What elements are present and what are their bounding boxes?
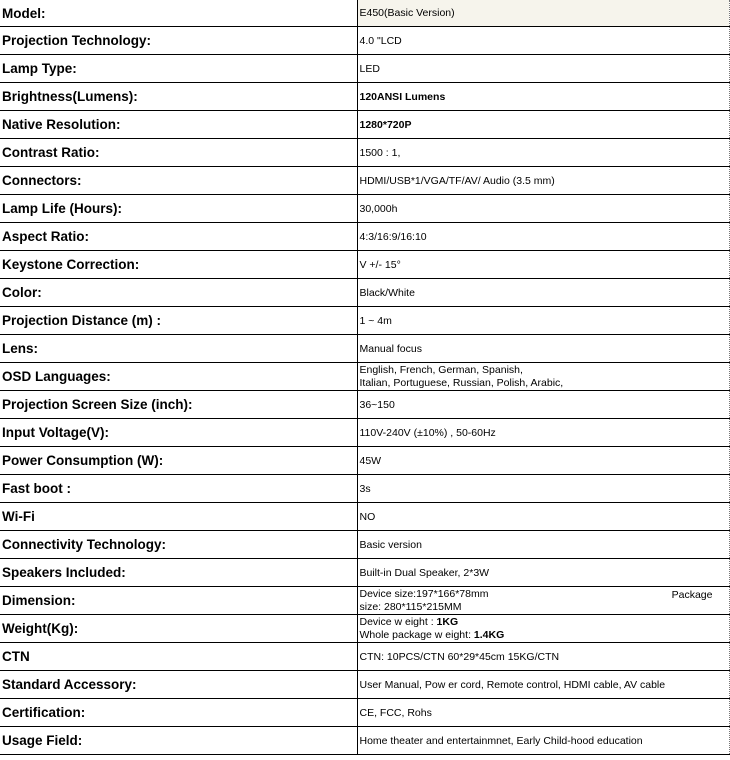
row-value-lens: Manual focus	[357, 335, 729, 363]
row-label-keystone-correction: Keystone Correction:	[0, 251, 357, 279]
row-value-fast-boot: 3s	[357, 475, 729, 503]
row-label-ctn: CTN	[0, 643, 357, 671]
row-label-lens: Lens:	[0, 335, 357, 363]
row-value-wifi: NO	[357, 503, 729, 531]
table-row	[0, 699, 729, 727]
row-label-projection-technology: Projection Technology:	[0, 27, 357, 55]
table-row	[0, 671, 729, 699]
row-label-speakers-included: Speakers Included:	[0, 559, 357, 587]
table-row	[0, 279, 729, 307]
row-label-lamp-type: Lamp Type:	[0, 55, 357, 83]
row-value-lamp-type: LED	[357, 55, 729, 83]
table-row	[0, 335, 729, 363]
row-label-input-voltage: Input Voltage(V):	[0, 419, 357, 447]
row-label-dimension: Dimension:	[0, 587, 357, 615]
row-value-contrast-ratio: 1500 : 1,	[357, 139, 729, 167]
package-weight-value: 1.4KG	[473, 628, 505, 641]
row-value-connectivity-technology: Basic version	[357, 531, 729, 559]
row-value-projection-distance: 1 ~ 4m	[357, 307, 729, 335]
table-row	[0, 559, 729, 587]
row-value-standard-accessory: User Manual, Pow er cord, Remote control, HDMI cable, AV cable	[357, 671, 729, 699]
table-row	[0, 251, 729, 279]
table-row	[0, 447, 729, 475]
package-weight-label: Whole package w eight:	[359, 628, 471, 641]
row-value-lamp-life: 30,000h	[357, 195, 729, 223]
table-row	[0, 531, 729, 559]
row-value-projection-screen-size: 36~150	[357, 391, 729, 419]
row-value-connectors: HDMI/USB*1/VGA/TF/AV/ Audio (3.5 mm)	[357, 167, 729, 195]
row-label-contrast-ratio: Contrast Ratio:	[0, 139, 357, 167]
weight-line-2	[360, 629, 729, 642]
row-value-model: E450(Basic Version)	[357, 0, 729, 27]
row-label-connectivity-technology: Connectivity Technology:	[0, 531, 357, 559]
row-label-projection-distance: Projection Distance (m) :	[0, 307, 357, 335]
row-label-fast-boot: Fast boot :	[0, 475, 357, 503]
row-value-power-consumption: 45W	[357, 447, 729, 475]
row-label-standard-accessory: Standard Accessory:	[0, 671, 357, 699]
table-row	[0, 167, 729, 195]
table-row	[0, 83, 729, 111]
row-label-color: Color:	[0, 279, 357, 307]
device-weight-label: Device w eight :	[359, 615, 434, 628]
row-value-input-voltage: 110V-240V (±10%) , 50-60Hz	[357, 419, 729, 447]
row-label-connectors: Connectors:	[0, 167, 357, 195]
table-row	[0, 615, 729, 643]
table-row	[0, 27, 729, 55]
table-row	[0, 0, 729, 27]
row-value-weight	[357, 615, 729, 643]
row-label-aspect-ratio: Aspect Ratio:	[0, 223, 357, 251]
osd-languages-line-2: Italian, Portuguese, Russian, Polish, Arabic,	[359, 376, 564, 389]
row-label-model: Model:	[0, 0, 357, 27]
dimension-line-1: Device size:197*166*78mm	[359, 587, 489, 600]
table-row	[0, 475, 729, 503]
row-label-usage-field: Usage Field:	[0, 727, 357, 755]
osd-languages-line-1: English, French, German, Spanish,	[359, 363, 523, 376]
row-label-weight: Weight(Kg):	[0, 615, 357, 643]
row-value-brightness: 120ANSI Lumens	[357, 83, 729, 111]
table-row	[0, 139, 729, 167]
row-value-color: Black/White	[357, 279, 729, 307]
row-value-certification: CE, FCC, Rohs	[357, 699, 729, 727]
table-row	[0, 727, 729, 755]
table-row	[0, 307, 729, 335]
row-label-native-resolution: Native Resolution:	[0, 111, 357, 139]
table-row	[0, 419, 729, 447]
row-label-wifi: Wi-Fi	[0, 503, 357, 531]
row-label-brightness: Brightness(Lumens):	[0, 83, 357, 111]
table-row	[0, 223, 729, 251]
table-row	[0, 363, 729, 391]
row-label-power-consumption: Power Consumption (W):	[0, 447, 357, 475]
dimension-package-label: Package	[671, 589, 713, 601]
row-value-aspect-ratio: 4:3/16:9/16:10	[357, 223, 729, 251]
row-value-keystone-correction: V +/- 15°	[357, 251, 729, 279]
table-row	[0, 643, 729, 671]
device-weight-value: 1KG	[436, 615, 459, 628]
row-value-native-resolution: 1280*720P	[357, 111, 729, 139]
row-value-dimension	[357, 587, 729, 615]
table-row	[0, 195, 729, 223]
dimension-line-2: size: 280*115*215MM	[359, 600, 462, 613]
weight-line-1	[360, 616, 729, 629]
row-label-certification: Certification:	[0, 699, 357, 727]
row-value-speakers-included: Built-in Dual Speaker, 2*3W	[357, 559, 729, 587]
row-value-ctn: CTN: 10PCS/CTN 60*29*45cm 15KG/CTN	[357, 643, 729, 671]
table-row	[0, 503, 729, 531]
row-value-osd-languages	[357, 363, 729, 391]
table-row	[0, 55, 729, 83]
row-value-usage-field: Home theater and entertainmnet, Early Child-hood education	[357, 727, 729, 755]
table-row	[0, 391, 729, 419]
row-label-projection-screen-size: Projection Screen Size (inch):	[0, 391, 357, 419]
table-row	[0, 587, 729, 615]
table-row	[0, 111, 729, 139]
row-label-lamp-life: Lamp Life (Hours):	[0, 195, 357, 223]
row-label-osd-languages: OSD Languages:	[0, 363, 357, 391]
row-value-projection-technology: 4.0 "LCD	[357, 27, 729, 55]
